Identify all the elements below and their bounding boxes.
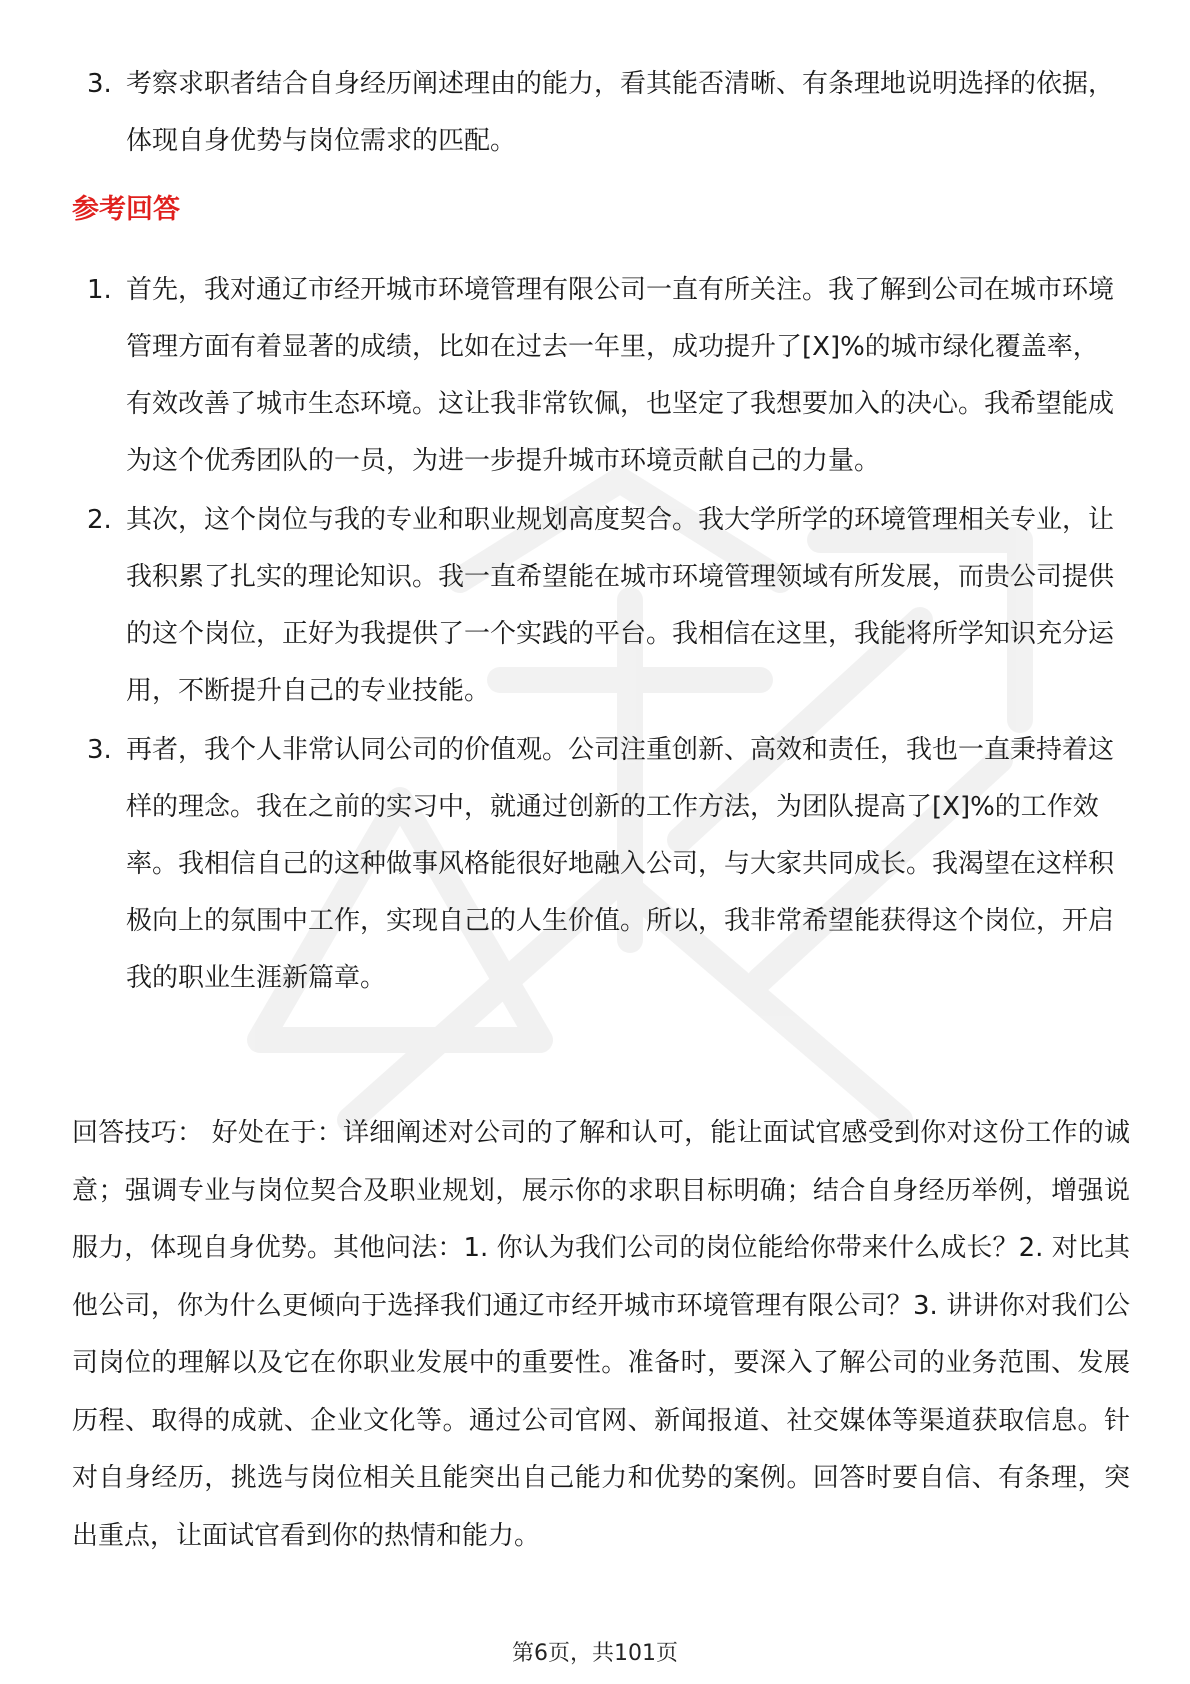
- answer-tips-paragraph: 回答技巧： 好处在于：详细阐述对公司的了解和认可，能让面试官感受到你对这份工作的诚意；强调专业与岗位契合及职业规划，展示你的求职目标明确；结合自身经历举例，增强说服力，体现自身优势。其他问法：1. 你认为我们公司的岗位能给你带来什么成长？2. 对比其他公司，你为什么更倾向于选择我们通辽市经开城市环境管理有限公司？3. 讲讲你对我们公司岗位的理解以及它在你职业发展中的重要性。准备时，要深入了解公司的业务范围、发展历程、取得的成就、企业文化等。通过公司官网、新闻报道、社交媒体等渠道获取信息。针对自身经历，挑选与岗位相关且能突出自己能力和优势的案例。回答时要自信、有条理，突出重点，让面试官看到你的热情和能力。: [72, 1118, 1130, 1551]
- answer-item: [72, 492, 1122, 720]
- answer-item-text: 其次，这个岗位与我的专业和职业规划高度契合。我大学所学的环境管理相关专业，让我积累了扎实的理论知识。我一直希望能在城市环境管理领域有所发展，而贵公司提供的这个岗位，正好为我提供了一个实践的平台。我相信在这里，我能将所学知识充分运用，不断提升自己的专业技能。: [126, 505, 1115, 706]
- criteria-item: [72, 56, 1122, 170]
- answer-item-number: 3.: [87, 735, 112, 765]
- answer-item-number: 1.: [87, 275, 112, 305]
- answer-list: [72, 262, 1122, 1009]
- answer-item-text: 首先，我对通辽市经开城市环境管理有限公司一直有所关注。我了解到公司在城市环境管理方面有着显著的成绩，比如在过去一年里，成功提升了[X]%的城市绿化覆盖率，有效改善了城市生态环境。这让我非常钦佩，也坚定了我想要加入的决心。我希望能成为这个优秀团队的一员，为进一步提升城市环境贡献自己的力量。: [126, 275, 1115, 476]
- answer-item: [72, 262, 1122, 490]
- answer-item-number: 2.: [87, 505, 112, 535]
- answer-item: [72, 722, 1122, 1007]
- criteria-item-text: 考察求职者结合自身经历阐述理由的能力，看其能否清晰、有条理地说明选择的依据，体现自身优势与岗位需求的匹配。: [126, 69, 1115, 156]
- page-number-footer: 第6页，共101页: [512, 1641, 678, 1666]
- section-title-reference-answer: 参考回答: [72, 194, 180, 225]
- criteria-list: [72, 56, 1122, 170]
- criteria-item-number: 3.: [87, 69, 112, 99]
- answer-item-text: 再者，我个人非常认同公司的价值观。公司注重创新、高效和责任，我也一直秉持着这样的理念。我在之前的实习中，就通过创新的工作方法，为团队提高了[X]%的工作效率。我相信自己的这种做事风格能很好地融入公司，与大家共同成长。我渴望在这样积极向上的氛围中工作，实现自己的人生价值。所以，我非常希望能获得这个岗位，开启我的职业生涯新篇章。: [126, 735, 1115, 993]
